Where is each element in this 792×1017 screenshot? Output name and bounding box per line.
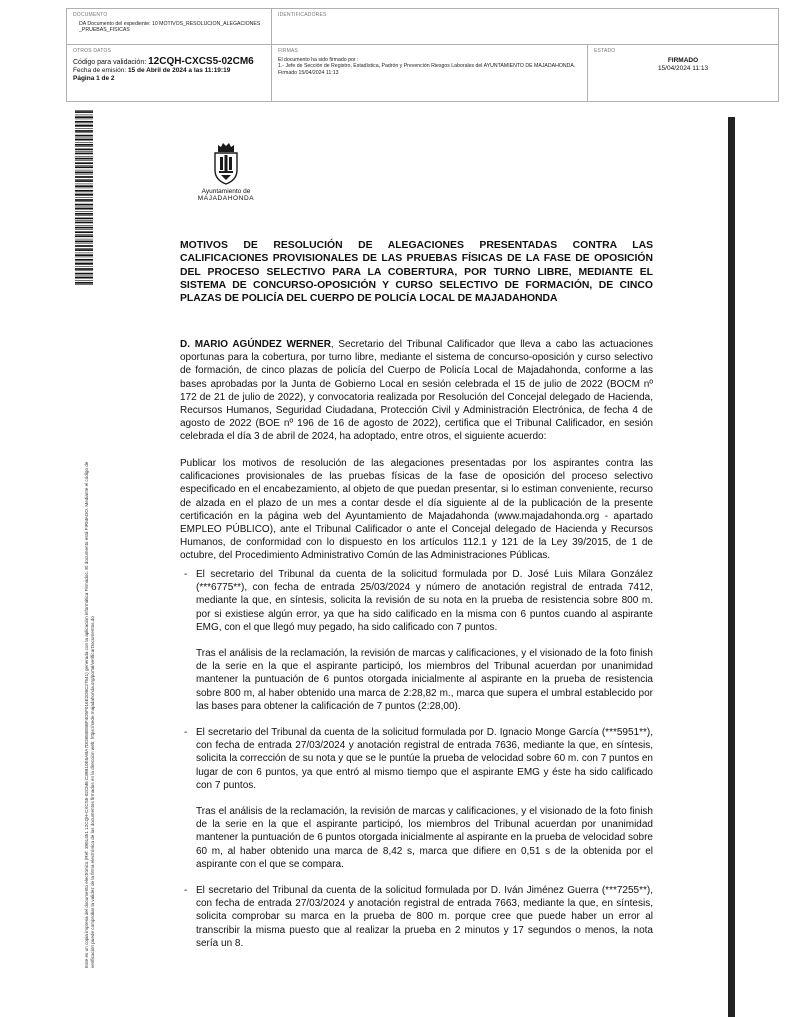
barcode-bar bbox=[75, 213, 93, 215]
barcode-bar bbox=[75, 151, 93, 152]
documento-cell bbox=[67, 9, 272, 45]
barcode-bar bbox=[75, 180, 93, 182]
barcode-bar bbox=[75, 142, 93, 143]
barcode-bar bbox=[75, 270, 93, 271]
barcode-bar bbox=[75, 277, 93, 279]
page-info: Página 1 de 2 bbox=[73, 75, 115, 82]
firmas-cell bbox=[272, 45, 588, 101]
estado-date: 15/04/2024 11:13 bbox=[657, 65, 709, 72]
agreement-paragraph: Publicar los motivos de resolución de las alegaciones presentadas por los aspirantes contra las calificaciones provisionales de las pruebas físicas de la fase de oposición del proceso selectivo especificado en el encabezamiento, al objeto de que puedan presentar, si lo estiman conveniente, recurso de alzada en el plazo de un mes a contar desde el día siguiente al de la publicación de la presente certificación en la página web del Ayuntamiento de Majadahonda (www.majadahonda.org - apartado EMPLEO PÚBLICO), ante el Tribunal Calificador o ante el Concejal delegado de Hacienda y Recursos Humanos, de conformidad con lo dispuesto en los artículos 112.1 y 121 de la Ley 39/2015, de 1 de octubre, del Procedimiento Administrativo Común de las Administraciones Públicas. bbox=[180, 458, 653, 562]
barcode-bar bbox=[75, 273, 93, 275]
city-logo bbox=[191, 140, 261, 230]
barcode-bar bbox=[75, 111, 93, 113]
barcode-bar bbox=[75, 254, 93, 256]
document-title: MOTIVOS DE RESOLUCIÓN DE ALEGACIONES PRESENTADAS CONTRA LAS CALIFICACIONES PROVISIONALES DE LAS PRUEBAS FÍSICAS DE LA FASE DE OPOSICIÓN DEL PROCESO SELECTIVO PARA LA COBERTURA, POR TURNO LIBRE, MEDIANTE EL SISTEMA DE CONCURSO-OPOSICIÓN Y CURSO SELECTIVO DE FORMACIÓN, DE CINCO PLAZAS DE POLICÍA DEL CUERPO DE POLICÍA LOCAL DE MAJADAHONDA bbox=[180, 240, 653, 305]
barcode-bar bbox=[75, 225, 93, 226]
allegation-text: El secretario del Tribunal da cuenta de la solicitud formulada por D. Ignacio Monge García (***5951**), con fecha de entrada 27/03/2024 y anotación registral de entrada 7636, mediante la que, en síntesis, solicita la corrección de su nota y que se le puntúe la prueba de velocidad sobre 60 m. con 7 puntos en lugar de con 6 puntos, ya que entró al mismo tiempo que el aspirante EMG y éste ha sido calificado con 7 puntos. bbox=[196, 727, 653, 791]
allegation-response: Tras el análisis de la reclamación, la revisión de marcas y calificaciones, y el visionado de la foto finish de la serie en la que el aspirante participó, los miembros del Tribunal acuerdan por unanimidad mantener la puntuación de 6 puntos otorgada inicialmente al aspirante en la prueba de velocidad sobre 60 m, al haber obtenido una marca de 8,42 s, marca que difiere en 0,51 s de la obtenida por el aspirante con el que se compara. bbox=[196, 806, 653, 870]
estado-label: ESTADO bbox=[594, 48, 616, 54]
barcode-bar bbox=[75, 144, 93, 146]
barcode-bar bbox=[75, 199, 93, 201]
barcode-bar bbox=[75, 146, 93, 147]
list-bullet: - bbox=[184, 727, 188, 739]
emission-date: 15 de Abril de 2024 a las 11:19:19 bbox=[127, 67, 231, 74]
barcode-bar bbox=[75, 179, 93, 180]
barcode-bar bbox=[75, 268, 93, 270]
barcode-bar bbox=[75, 128, 93, 129]
barcode-bar bbox=[75, 160, 93, 161]
coat-of-arms-icon bbox=[211, 140, 241, 186]
barcode-bar bbox=[75, 188, 93, 189]
list-item bbox=[182, 568, 653, 713]
barcode-bar bbox=[75, 227, 93, 229]
barcode-bar bbox=[75, 197, 93, 198]
barcode-bar bbox=[75, 249, 93, 251]
estado-value: FIRMADO bbox=[667, 57, 699, 64]
barcode-bar bbox=[75, 184, 93, 185]
barcode-bar bbox=[75, 176, 93, 178]
barcode-bar bbox=[75, 208, 93, 210]
barcode-bar bbox=[75, 218, 93, 220]
barcode-bar bbox=[75, 262, 93, 263]
barcode-bar bbox=[75, 266, 93, 267]
barcode-bar bbox=[75, 231, 93, 233]
intro-text: , Secretario del Tribunal Calificador que lleva a cabo las actuaciones oportunas para la cobertura, por turno libre, mediante el sistema de concurso-oposición y curso selectivo de formación, de cinco plazas de policía del Cuerpo de Policía Local de Majadahonda, conforme a las bases aprobadas por la Junta de Gobierno Local en sesión celebrada el 15 de julio de 2022 (BOCM nº 172 de 21 de julio de 2022), y convocatoria realizada por Resolución del Concejal delegado de Hacienda, Recursos Humanos, Seguridad Ciudadana, Protección Civil y Administración Electrónica, de fecha 4 de agosto de 2022 (BOE nº 196 de 16 de agosto de 2022), certifica que el Tribunal Calificador, en sesión celebrada el día 3 de abril de 2024, ha adoptado, entre otros, el siguiente acuerdo: bbox=[180, 339, 653, 443]
document-header bbox=[66, 8, 779, 102]
barcode-bar bbox=[75, 162, 93, 164]
firmas-intro: El documento ha sido firmado por : bbox=[278, 57, 359, 63]
barcode-bar bbox=[75, 280, 93, 281]
barcode-bar bbox=[75, 276, 93, 277]
validation-label: Código para validación: bbox=[73, 59, 147, 66]
barcode-bar bbox=[75, 139, 93, 141]
verification-note-line-2: verificación puede comprobar la validez de la firma electrónica de los documentos firmados en la dirección web: https://sede.majadahonda.org/portal/verificarDocumentos.do bbox=[90, 616, 95, 968]
estado-cell bbox=[588, 45, 778, 101]
barcode-bar bbox=[75, 135, 93, 137]
barcode-bar bbox=[75, 165, 93, 166]
otros-datos-label: OTROS DATOS bbox=[73, 48, 112, 54]
barcode-bar bbox=[75, 174, 93, 175]
barcode-bar bbox=[75, 215, 93, 216]
firmas-label: FIRMAS bbox=[278, 48, 299, 54]
barcode-bar bbox=[75, 222, 93, 224]
barcode-bar bbox=[75, 257, 93, 258]
allegation-response: Tras el análisis de la reclamación, la revisión de marcas y calificaciones, y el visionado de la foto finish de la serie en la que el aspirante participó, los miembros del Tribunal acuerdan por unanimidad mantener la puntuación de 6 puntos otorgada inicialmente al aspirante en la prueba de resistencia sobre 800 m, al haber obtenido una marca de 2:28,82 m., marca que supera el umbral establecido por las bases para obtener la calificación de 7 puntos (2:28,00). bbox=[196, 648, 653, 712]
otros-datos-cell bbox=[67, 45, 272, 101]
barcode-bar bbox=[75, 166, 93, 168]
emission-label: Fecha de emisión: bbox=[73, 67, 127, 74]
validation-line bbox=[73, 57, 265, 67]
barcode-bar bbox=[75, 130, 93, 132]
validation-code[interactable]: 12CQH-CXCS5-02CM6 bbox=[148, 56, 254, 67]
list-item bbox=[182, 884, 653, 950]
intro-paragraph bbox=[180, 338, 653, 444]
allegation-text: El secretario del Tribunal da cuenta de la solicitud formulada por D. Iván Jiménez Guerra (***7255**), con fecha de entrada 27/03/2024 y anotación registral de entrada 7663, mediante la que, en síntesis, solicita comprobar su marca en la prueba de 800 m. porque cree que puede haber un error al transcribir la misma puesto que al realizar la prueba en 2 minutos y 17 segundos o menos, la nota sería un 8. bbox=[196, 885, 653, 949]
identificadores-label: IDENTIFICADORES bbox=[278, 12, 327, 18]
barcode-bar bbox=[75, 124, 93, 125]
barcode-bar bbox=[75, 234, 93, 235]
documento-name: DA Documento del expediente: 10 MOTIVOS_RESOLUCION_ALEGACIONES _PRUEBAS_FISICAS bbox=[79, 21, 261, 34]
barcode-bar bbox=[75, 125, 93, 127]
barcode-bar bbox=[75, 207, 93, 208]
list-bullet: - bbox=[184, 569, 188, 580]
barcode-bar bbox=[75, 243, 93, 244]
identificadores-cell bbox=[272, 9, 778, 45]
list-item bbox=[182, 726, 653, 871]
barcode-image bbox=[75, 110, 93, 286]
barcode-bar bbox=[75, 282, 93, 284]
barcode-bar bbox=[75, 158, 93, 160]
barcode-bar bbox=[75, 172, 93, 174]
document-page bbox=[106, 117, 729, 1017]
barcode-bar bbox=[75, 185, 93, 187]
barcode-bar bbox=[75, 138, 93, 139]
barcode-bar bbox=[75, 263, 93, 265]
barcode-bar bbox=[75, 116, 93, 118]
barcode-bar bbox=[75, 201, 93, 202]
barcode-bar bbox=[75, 153, 93, 155]
barcode-bar bbox=[75, 239, 93, 240]
firmas-detail: 1.- Jefe de Sección de Registro, Estadística, Padrón y Prevención Riesgos Laborales del AYUNTAMIENTO DE MAJADAHONDA. Firmado 15/04/2024 11:13 bbox=[278, 63, 576, 76]
barcode-bar bbox=[75, 110, 93, 111]
allegation-text: El secretario del Tribunal da cuenta de la solicitud formulada por D. José Luis Milara González (***6775**), con fecha de entrada 25/03/2024 y número de anotación registral de entrada 7412, mediante la que, en síntesis, solicita la revisión de su nota en la prueba de resistencia sobre 800 m. por si existiese algún error, ya que ha sido calificado en la misma con 6 puntos cuando al aspirante EMG, con el que llegó muy pegado, ha sido calificado con 7 puntos. bbox=[196, 569, 653, 633]
barcode-bar bbox=[75, 156, 93, 157]
logo-line-1: Ayuntamiento de bbox=[201, 188, 251, 195]
barcode-bar bbox=[75, 204, 93, 206]
barcode-bar bbox=[75, 245, 93, 247]
logo-line-2: MAJADAHONDA bbox=[197, 195, 255, 202]
list-bullet: - bbox=[184, 885, 188, 897]
barcode-bar bbox=[75, 253, 93, 254]
barcode-bar bbox=[75, 248, 93, 249]
documento-label: DOCUMENTO bbox=[73, 12, 108, 18]
barcode-bar bbox=[75, 241, 93, 243]
barcode-bar bbox=[75, 229, 93, 230]
barcode-bar bbox=[75, 235, 93, 237]
barcode-bar bbox=[75, 211, 93, 212]
barcode-bar bbox=[75, 149, 93, 151]
barcode-bar bbox=[75, 193, 93, 194]
barcode-bar bbox=[75, 194, 93, 196]
barcode-bar bbox=[75, 115, 93, 116]
barcode-bar bbox=[75, 259, 93, 261]
barcode-bar bbox=[75, 121, 93, 123]
barcode-bar bbox=[75, 190, 93, 192]
barcode-bar bbox=[75, 284, 93, 285]
emission-line bbox=[73, 67, 265, 75]
barcode-bar bbox=[75, 170, 93, 171]
verification-note bbox=[84, 298, 96, 968]
barcode-bar bbox=[75, 119, 93, 120]
barcode-bar bbox=[75, 220, 93, 221]
allegations-list bbox=[182, 568, 653, 950]
secretary-name: D. MARIO AGÚNDEZ WERNER bbox=[180, 339, 331, 350]
barcode-bar bbox=[75, 132, 93, 133]
verification-note-line-1: Este es un copia impresa del documento electrónico (Ref: 3951451 12CQH-CXCS5-02CM6 C39B10E5ABA7DD850E8BF4D5F016E2D8C27541) generada con la aplicación informática Firmadoc. El documento está FIRMADO. Mediante el código de bbox=[84, 461, 89, 968]
